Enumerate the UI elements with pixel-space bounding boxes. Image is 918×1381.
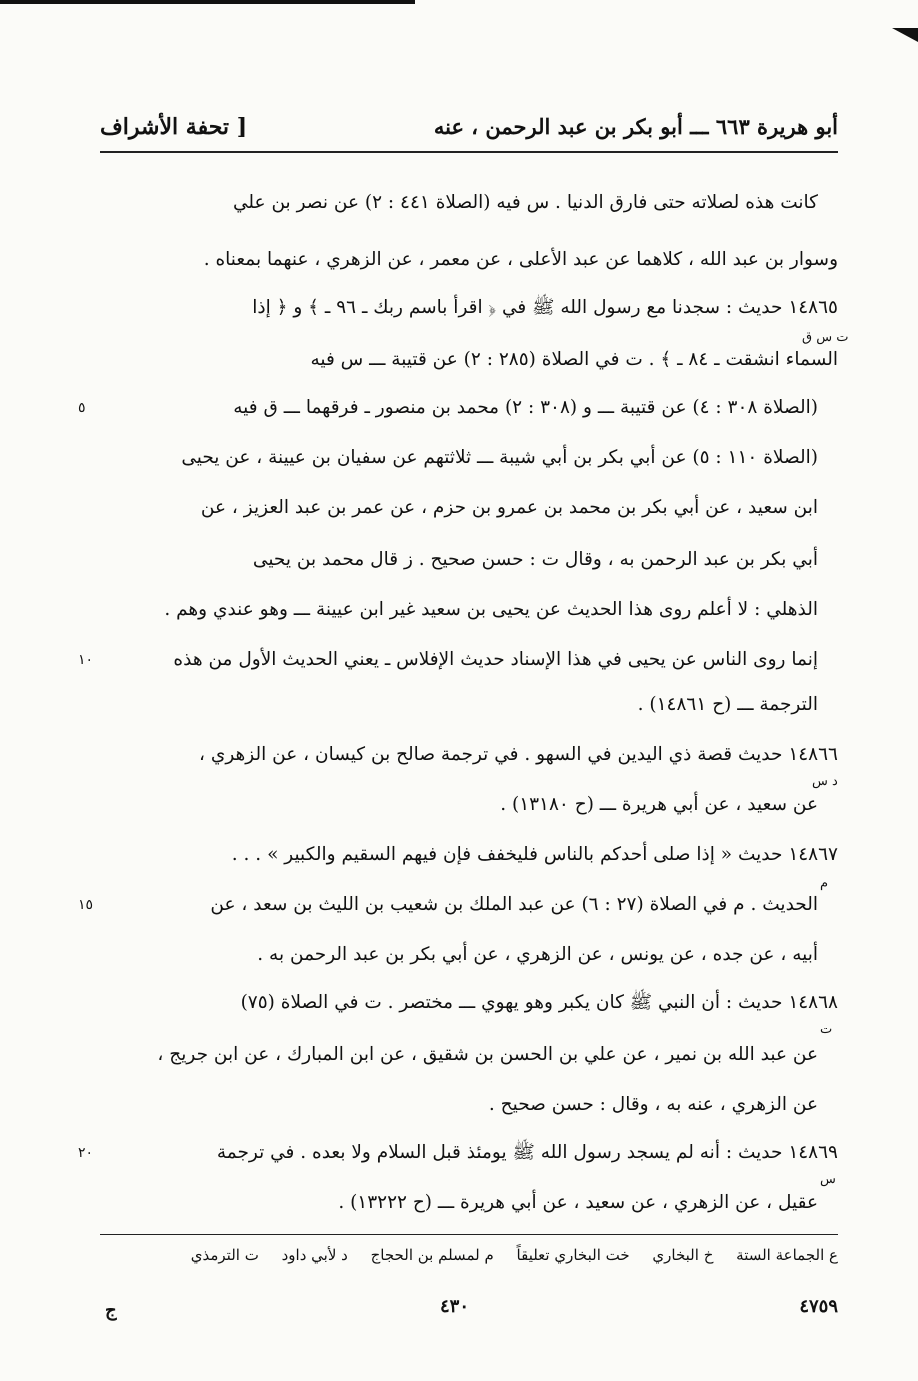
signature-mark: ج <box>105 1300 117 1321</box>
sheet-code: ٤٧٥٩ <box>799 1296 838 1317</box>
text-line: عن سعيد ، عن أبي هريرة ـــ (ح ١٣١٨٠) . <box>500 794 818 815</box>
siglum: ت س ق <box>802 330 849 345</box>
text-line: أبي بكر بن عبد الرحمن به ، وقال ت : حسن صحيح . ز قال محمد بن يحيى <box>252 549 818 570</box>
text-line: عقيل ، عن الزهري ، عن سعيد ، عن أبي هريرة ـــ (ح ١٣٢٢٢) . <box>338 1192 818 1213</box>
hadith-line: ١٤٨٦٧ حديث « إذا صلى أحدكم بالناس فليخفف فإن فيهم السقيم والكبير » . . . <box>231 844 838 865</box>
legend-item: ع الجماعة الستة <box>736 1246 838 1264</box>
siglum: ت <box>820 1022 833 1037</box>
line-number: ٢٠ <box>78 1145 94 1161</box>
sigla-legend <box>100 1246 838 1272</box>
siglum: س <box>820 1172 836 1187</box>
legend-item: ت الترمذي <box>190 1246 259 1264</box>
legend-item: خت البخاري تعليقاً <box>516 1246 630 1264</box>
running-title: أبو هريرة ٦٦٣ ـــ أبو بكر بن عبد الرحمن ، عنه <box>433 114 838 139</box>
line-number: ١٥ <box>78 897 94 913</box>
corner-mark <box>892 28 918 42</box>
text-line: عن عبد الله بن نمير ، عن علي بن الحسن بن شقيق ، عن ابن المبارك ، عن ابن جريج ، <box>157 1044 818 1065</box>
siglum: م <box>820 876 829 891</box>
top-edge-rule <box>0 0 415 4</box>
legend-item: د لأبي داود <box>281 1246 348 1264</box>
text-line: عن الزهري ، عنه به ، وقال : حسن صحيح . <box>488 1094 818 1115</box>
line-number: ٥ <box>78 400 86 416</box>
hadith-line: ١٤٨٦٩ حديث : أنه لم يسجد رسول الله ﷺ يومئذ قبل السلام ولا بعده . في ترجمة <box>216 1142 838 1163</box>
text-line: أبيه ، عن جده ، عن يونس ، عن الزهري ، عن أبي بكر بن عبد الرحمن به . <box>257 944 818 965</box>
text-line: الترجمة ـــ (ح ١٤٨٦١) . <box>637 694 818 715</box>
text-line: (الصلاة ٣٠٨ : ٤) عن قتيبة ـــ و (٣٠٨ : ٢) محمد بن منصور ـ فرقهما ـــ ق فيه <box>233 397 818 418</box>
siglum: د س <box>812 774 838 789</box>
hadith-line: ١٤٨٦٥ حديث : سجدنا مع رسول الله ﷺ في ﴿ اقرأ باسم ربك ـ ٩٦ ـ ﴾ و ﴿ إذا <box>252 297 838 318</box>
legend-item: م لمسلم بن الحجاج <box>370 1246 494 1264</box>
hadith-line: ١٤٨٦٨ حديث : أن النبي ﷺ كان يكبر وهو يهوي ـــ مختصر . ت في الصلاة (٧٥) <box>240 992 838 1013</box>
header-rule <box>100 151 838 153</box>
text-line: كانت هذه لصلاته حتى فارق الدنيا . س فيه (الصلاة ٤٤١ : ٢) عن نصر بن علي <box>233 192 818 213</box>
line-number: ١٠ <box>78 652 94 668</box>
text-line: ابن سعيد ، عن أبي بكر بن محمد بن عمرو بن حزم ، عن عمر بن عبد العزيز ، عن <box>200 497 818 518</box>
book-title: [ تحفة الأشراف <box>100 114 248 140</box>
hadith-line: ١٤٨٦٦ حديث قصة ذي اليدين في السهو . في ترجمة صالح بن كيسان ، عن الزهري ، <box>198 744 838 765</box>
text-line: الذهلي : لا أعلم روى هذا الحديث عن يحيى بن سعيد غير ابن عيينة ـــ وهو عندي وهم . <box>164 599 818 620</box>
text-line: السماء انشقت ـ ٨٤ ـ ﴾ . ت في الصلاة (٢٨٥ : ٢) عن قتيبة ـــ س فيه <box>310 349 838 370</box>
page-header <box>100 108 838 148</box>
legend-item: خ البخاري <box>652 1246 714 1264</box>
text-line: الحديث . م في الصلاة (٢٧ : ٦) عن عبد الملك بن شعيب بن الليث بن سعد ، عن <box>210 894 818 915</box>
text-line: (الصلاة ١١٠ : ٥) عن أبي بكر بن أبي شيبة ـــ ثلاثتهم عن سفيان بن عيينة ، عن يحيى <box>181 447 818 468</box>
text-line: وسوار بن عبد الله ، كلاهما عن عبد الأعلى ، عن معمر ، عن الزهري ، عنهما بمعناه . <box>203 249 838 270</box>
text-line: إنما روى الناس عن يحيى في هذا الإسناد حديث الإفلاس ـ يعني الحديث الأول من هذه <box>173 649 818 670</box>
page-number: ٤٣٠ <box>440 1296 470 1317</box>
footer-rule <box>100 1234 838 1235</box>
